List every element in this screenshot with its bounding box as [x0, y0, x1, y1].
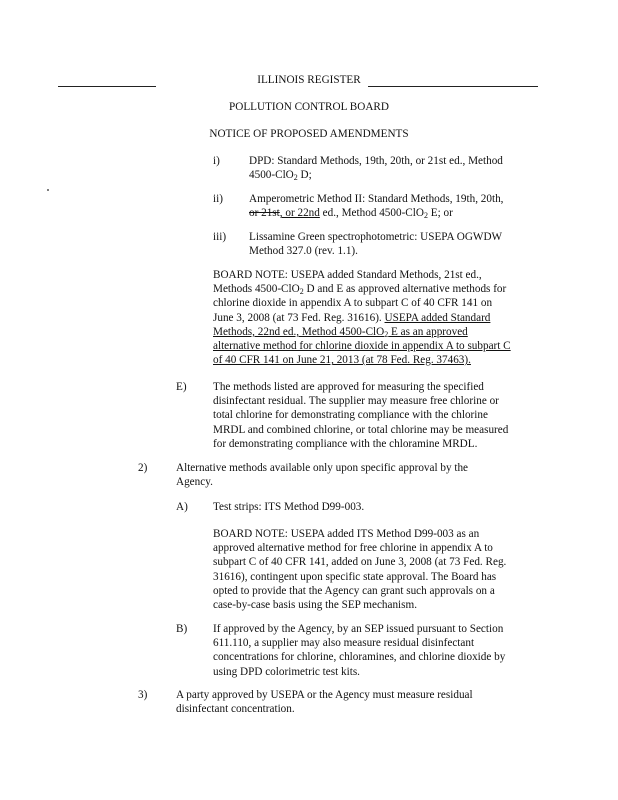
sub-item-iii-line2: Method 327.0 (rev. 1.1).	[249, 245, 358, 258]
item-B-label: B)	[176, 623, 188, 635]
struck-text: or 21st	[249, 207, 280, 220]
notice-title: NOTICE OF PROPOSED AMENDMENTS	[209, 128, 409, 140]
item-2-text: Alternative methods available only upon specific approval by the Agency.	[176, 462, 469, 489]
item-B-text: If approved by the Agency, by an SEP issued pursuant to Section 611.110, a supplier may also measure residual disinfectant concentrations for chlorine, chloramines, and chlorine dioxide by using DPD colorimetric test kits.	[213, 623, 506, 678]
inserted-text: Methods, 22nd ed., Method 4500-ClO$_2$ E as an approved	[213, 325, 468, 339]
sub-item-i-line2: 4500-ClO$_2$ D;	[249, 169, 312, 183]
board-title: POLLUTION CONTROL BOARD	[229, 101, 389, 113]
board-note-2: BOARD NOTE: USEPA added ITS Method D99-003 as an approved alternative method for free chlorine in appendix A to subpart C of 40 CFR 141, added on June 3, 2008 (at 73 Fed. Reg. 31616), contingent upon specific state approval. The Board has opted to provide that the Agency can grant such approvals on a case-by-case basis using the SEP mechanism.	[213, 528, 507, 612]
sub-item-i-text	[249, 154, 503, 182]
item-A-text: Test strips: ITS Method D99-003.	[213, 501, 365, 513]
board-note-1: BOARD NOTE: USEPA added Standard Methods, 21st ed., Methods 4500-ClO$_2$ D and E as approved alternative methods for chlorine dioxide in appendix A to subpart C of 40 CFR 141 on June 3, 2008 (at 73 Fed. Reg. 31616). USEPA added Standard Methods, 22nd ed., Method 4500-ClO$_2$ E as an approved alternative method for chlorine dioxide in appendix A to subpart C of 40 CFR 141 on June 21, 2013 (at 78 Fed. Reg. 37463).	[213, 269, 511, 367]
sub-item-iii-line1: Lissamine Green spectrophotometric: USEPA OGWDW	[249, 231, 503, 243]
inserted-text: USEPA added Standard	[384, 311, 491, 324]
sub-item-ii-line2: or 21st, or 22nd ed., Method 4500-ClO$_2$ E; or	[249, 207, 453, 221]
inserted-text: , or 22nd	[279, 207, 320, 220]
inserted-text: alternative method for chlorine dioxide in appendix A to subpart C	[213, 340, 511, 353]
margin-mark	[47, 189, 49, 191]
item-2-label: 2)	[138, 462, 148, 474]
item-E-label: E)	[176, 381, 187, 393]
register-title: ILLINOIS REGISTER	[257, 74, 361, 86]
sub-item-i-label: i)	[213, 155, 220, 167]
sub-item-iii-text	[249, 230, 502, 258]
sub-item-ii-line1: Amperometric Method II: Standard Methods, 19th, 20th,	[249, 193, 504, 205]
sub-item-ii-text	[249, 192, 503, 220]
item-3-label: 3)	[138, 689, 148, 701]
item-A-label: A)	[176, 501, 188, 513]
sub-item-ii-label: ii)	[213, 193, 223, 205]
sub-item-i-line1: DPD: Standard Methods, 19th, 20th, or 21st ed., Method	[249, 155, 503, 167]
inserted-text: of 40 CFR 141 on June 21, 2013 (at 78 Fed. Reg. 37463).	[213, 354, 471, 367]
sub-item-iii-label: iii)	[213, 231, 227, 243]
item-3-text: A party approved by USEPA or the Agency must measure residual disinfectant concentration.	[176, 689, 473, 716]
item-E-text: The methods listed are approved for measuring the specified disinfectant residual. The supplier may measure free chlorine or total chlorine for demonstrating compliance with the chlorine MRDL and combined chlorine, or total chlorine may be measured for demonstrating compliance with the chloramine MRDL.	[213, 381, 509, 450]
